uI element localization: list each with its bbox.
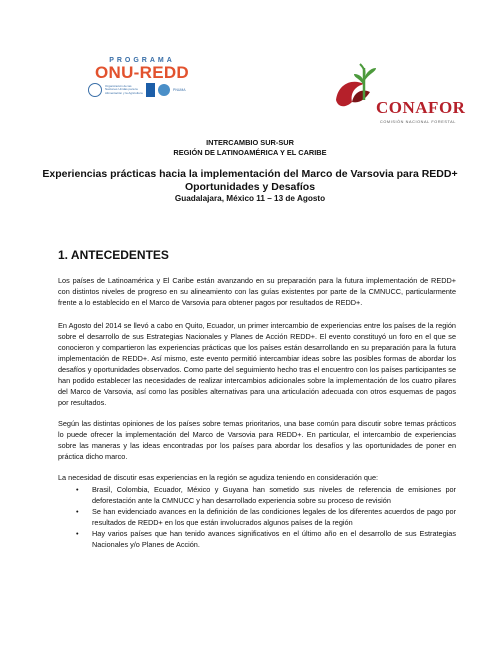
logo-programa-text: PROGRAMA — [109, 57, 175, 64]
bullet-text: Brasil, Colombia, Ecuador, México y Guyana han sometido sus niveles de referencia de emisiones por deforestación ante la CMNUCC y han desarrollado experiencia sobre su proceso de revisión — [92, 485, 456, 505]
fao-text: Organización de las Naciones Unidas para la Alimentación y la Agricultura — [105, 83, 143, 95]
bullet-item — [76, 506, 456, 528]
unep-emblem-icon — [158, 84, 170, 96]
fao-emblem-icon — [88, 83, 102, 97]
onu-redd-logo — [86, 57, 198, 97]
logo-onu-redd-text: ONU-REDD — [94, 63, 189, 82]
paragraph-1: Los países de Latinoamérica y El Caribe están avanzando en su preparación para la futura implementación de REDD+ con distintos niveles de progreso en su alineamiento con las guías existentes por parte de la CMNUCC, particularmente frente a lo establecido en el Marco de Varsovia para obtener pagos por resultados de REDD+. — [58, 276, 456, 307]
partner-logos — [86, 83, 198, 97]
bullet-text: Hay varios países que han tenido avances significativos en el último año en el desarrollo de sus Estrategias Nacionales y/o Planes de Acción. — [92, 529, 456, 549]
undp-emblem-icon — [146, 83, 155, 97]
pnuma-label: PNUMA — [173, 88, 186, 92]
bullet-list — [76, 484, 456, 550]
paragraph-2: En Agosto del 2014 se llevó a cabo en Quito, Ecuador, un primer intercambio de experiencias entre los países de la región sobre el desarrollo de sus Estrategias Nacionales y Planes de Acción REDD+. El evento constituyó un foro en el que se conocieron y compartieron las experiencias prácticas que los países están desarrollando en su preparación para la futura implementación de REDD+. Así mismo, este evento permitió intercambiar ideas sobre las posibles formas de abordar los desafíos y oportunidades observados. Como parte del seguimiento hecho tras el encuentro con los países participantes se han podido establecer las necesidades de realizar intercambios adicionales sobre la implementación de los cuatro pilares del Marco de Varsovia, así como las posibles alternativas para una articulación adecuada con otros esquemas de pagos por resultados. — [58, 321, 456, 407]
header-line-2: REGIÓN DE LATINOAMÉRICA Y EL CARIBE — [173, 148, 327, 157]
conafor-logo — [330, 62, 466, 130]
bullet-icon: • — [76, 485, 79, 494]
conafor-tagline: COMISIÓN NACIONAL FORESTAL — [380, 120, 456, 124]
conafor-name: CONAFOR — [376, 98, 466, 117]
bullet-icon: • — [76, 507, 79, 516]
bullet-text: Se han evidenciado avances en la definición de las condiciones legales de los diferentes acuerdos de pago por resultados de REDD+ en los que están involucrados algunos países de la región — [92, 507, 456, 527]
bullet-item — [76, 484, 456, 506]
document-subtitle: Oportunidades y Desafíos — [184, 181, 316, 193]
bullet-item — [76, 528, 456, 550]
bullet-icon: • — [76, 529, 79, 538]
paragraph-3: Según las distintas opiniones de los países sobre temas prioritarios, una base común para discutir sobre temas prácticos lo puede ofrecer la implementación del Marco de Varsovia para REDD+. En particular, el intercambio de experiencias sobre las maneras y las ideas encontradas por los países para abordar los desafíos y las oportunidades de poner en práctica dicho marco. — [58, 419, 456, 461]
paragraph-4: La necesidad de discutir esas experiencias en la región se agudiza teniendo en consideración que: — [58, 473, 379, 482]
section-heading: 1. ANTECEDENTES — [58, 248, 169, 262]
event-location-date: Guadalajara, México 11 – 13 de Agosto — [174, 194, 326, 203]
document-title: Experiencias prácticas hacia la implementación del Marco de Varsovia para REDD+ — [42, 168, 458, 180]
header-line-1: INTERCAMBIO SUR-SUR — [206, 138, 294, 147]
